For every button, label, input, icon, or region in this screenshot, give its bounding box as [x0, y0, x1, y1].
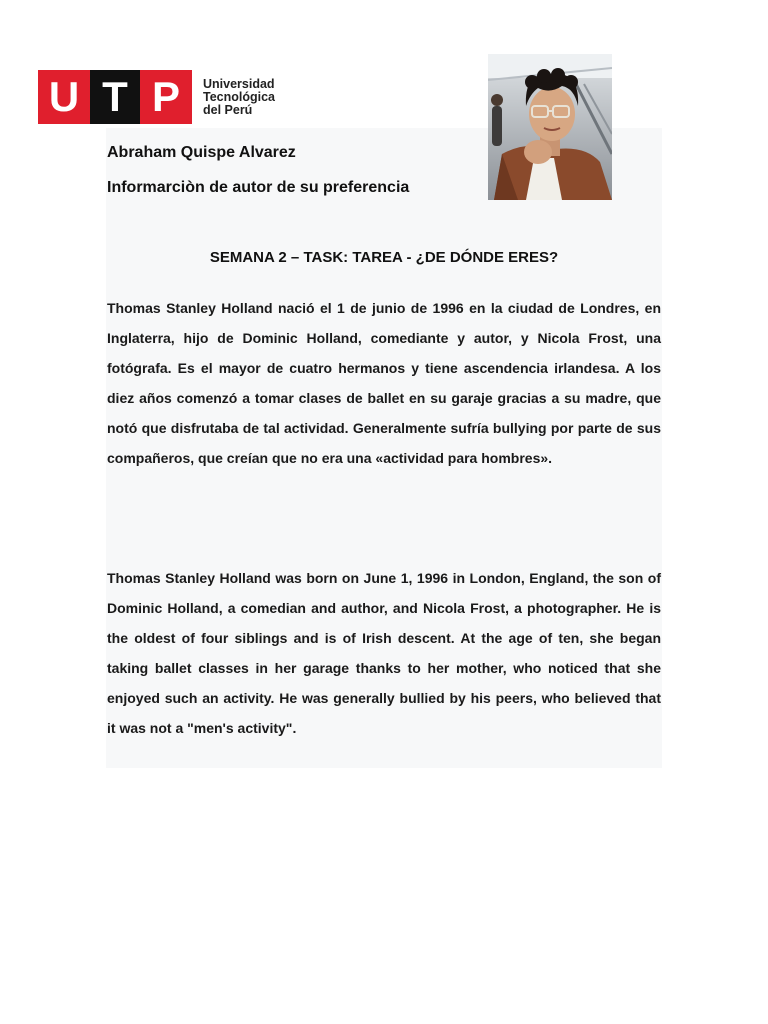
author-name: Abraham Quispe Alvarez — [107, 144, 296, 161]
logo-wordmark — [203, 78, 275, 117]
logo-letter-t: T — [90, 70, 140, 124]
author-photo-illustration — [488, 54, 612, 200]
author-info: Informarciòn de autor de su preferencia — [107, 179, 410, 196]
logo-line-1: Universidad — [203, 76, 275, 91]
paragraph-spanish: Thomas Stanley Holland nació el 1 de junio de 1996 en la ciudad de Londres, en Inglaterra, hijo de Dominic Holland, comediante y autor, y Nicola Frost, una fotógrafa. Es el mayor de cuatro hermanos y tiene ascendencia irlandesa. A los diez años comenzó a tomar clases de ballet en su garaje gracias a su madre, que notó que disfrutaba de tal actividad. Generalmente sufría bullying por parte de sus compañeros, que creían que no era una «actividad para hombres». — [107, 300, 661, 466]
paragraph-english: Thomas Stanley Holland was born on June 1, 1996 in London, England, the son of Dominic Holland, a comedian and author, and Nicola Frost, a photographer. He is the oldest of four siblings and is of Irish descent. At the age of ten, she began taking ballet classes in her garage thanks to her mother, who noticed that she enjoyed such an activity. He was generally bullied by his peers, who believed that it was not a "men's activity". — [107, 570, 661, 736]
logo-letter-p: P — [140, 70, 192, 124]
logo-letter-u: U — [38, 70, 90, 124]
logo-line-2: Tecnológica — [203, 89, 276, 104]
logo-line-3: del Perú — [203, 102, 253, 117]
author-photo — [488, 54, 612, 200]
utp-logo — [38, 70, 275, 124]
page-title: SEMANA 2 – TASK: TAREA - ¿DE DÓNDE ERES? — [209, 249, 559, 266]
